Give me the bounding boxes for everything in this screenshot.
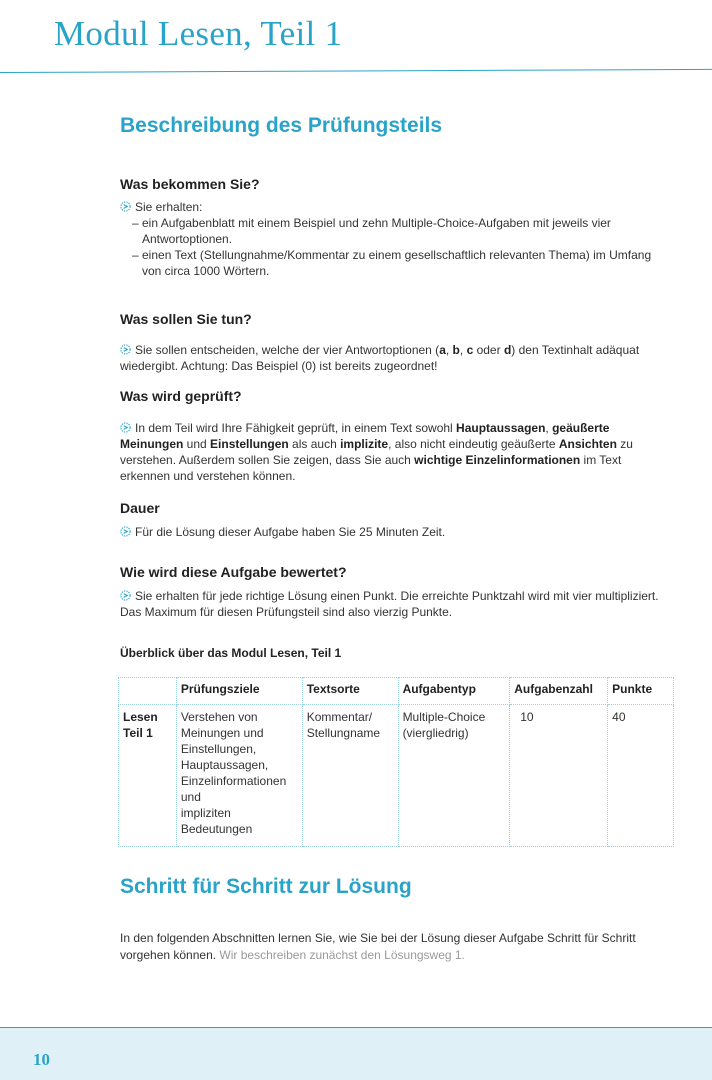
table-cell-label	[119, 705, 177, 847]
keyword: wichtige Einzelinformationen	[414, 453, 581, 467]
overview-table	[118, 677, 674, 847]
heading-bewertung: Wie wird diese Aufgabe bewertet?	[120, 564, 347, 580]
paragraph-text: In den folgenden Abschnitten lernen Sie, wie Sie bei der Lösung dieser Aufgabe Schritt für Schritt vorgehen können.	[120, 931, 636, 962]
column-header: Aufgabenzahl	[510, 678, 608, 705]
bullet-text: Sie erhalten für jede richtige Lösung einen Punkt. Die erreichte Punktzahl wird mit vier multipliziert. Das Maximum für diesen Prüfungsteil sind also vierzig Punkte.	[120, 589, 659, 619]
text-run: ,	[545, 421, 553, 435]
text-run: im Text erkennen und verstehen können.	[120, 453, 622, 483]
cell-line: Verstehen von	[180, 710, 258, 724]
header-divider	[0, 69, 712, 73]
column-header: Textsorte	[302, 678, 398, 705]
keyword: Ansichten	[558, 437, 617, 451]
heading-was-gepruft: Was wird geprüft?	[120, 388, 242, 404]
bullet-text: Für die Lösung dieser Aufgabe haben Sie 25 Minuten Zeit.	[135, 525, 446, 539]
footer-band	[0, 1028, 712, 1080]
list-item: – einen Text (Stellungnahme/Kommentar zu einem gesellschaftlich relevanten Thema) im Umfang von circa 1000 Wörtern.	[132, 248, 652, 278]
cell-line: Kommentar/	[306, 710, 373, 724]
table-row	[119, 705, 674, 847]
option-b: b	[452, 343, 460, 357]
dotted-circle-arrow-icon	[120, 201, 131, 212]
page-number: 10	[33, 1050, 50, 1069]
cell-line: Bedeutungen	[180, 822, 253, 836]
column-header: Aufgabentyp	[398, 678, 510, 705]
cell-line: Einzelinformationen	[180, 774, 287, 788]
table-cell-punkte	[608, 705, 674, 847]
text-run: ) den Textinhalt adäquat wiedergibt. Achtung: Das Beispiel (0) ist bereits zugeordnet!	[120, 343, 640, 373]
dotted-circle-arrow-icon	[120, 422, 131, 433]
list-item: – ein Aufgabenblatt mit einem Beispiel und zehn Multiple-Choice-Aufgaben mit jeweils vier Antwortoptionen.	[132, 216, 611, 246]
bullet-was-sollen	[120, 342, 665, 374]
faded-text: Wir beschreiben zunächst den Lösungsweg 1.	[216, 948, 465, 962]
cell-line: Stellungname	[306, 726, 381, 740]
text-run: ,	[459, 343, 467, 357]
text-run: als auch	[288, 437, 341, 451]
dotted-circle-arrow-icon	[120, 344, 131, 355]
cell-line: Teil 1	[123, 726, 153, 740]
section-title-schritt: Schritt für Schritt zur Lösung	[120, 875, 412, 898]
text-run: Sie sollen entscheiden, welche der vier Antwortoptionen (	[135, 343, 440, 357]
page-title: Modul Lesen, Teil 1	[54, 14, 343, 53]
option-c: c	[466, 343, 474, 357]
cell-line: Einstellungen,	[180, 742, 257, 756]
cell-line: Meinungen und	[180, 726, 264, 740]
heading-dauer: Dauer	[120, 500, 160, 516]
bullet-dauer	[120, 524, 665, 540]
text-run: und	[183, 437, 211, 451]
cell-line: und	[180, 790, 201, 804]
keyword: implizite	[340, 437, 389, 451]
cell-line: (viergliedrig)	[402, 726, 469, 740]
option-a: a	[439, 343, 446, 357]
text-run: oder	[473, 343, 504, 357]
keyword: Hauptaussagen	[456, 421, 546, 435]
section2-paragraph	[120, 930, 670, 964]
column-header: Punkte	[608, 678, 674, 705]
keyword: Einstellungen	[210, 437, 289, 451]
cell-line: impliziten	[180, 806, 231, 820]
text-run: In dem Teil wird Ihre Fähigkeit geprüft, in einem Text sowohl	[135, 421, 457, 435]
table-cell-textsorte	[302, 705, 398, 847]
table-header-row	[119, 678, 674, 705]
overview-heading: Überblick über das Modul Lesen, Teil 1	[120, 646, 342, 660]
cell-line: 40	[612, 710, 626, 724]
bullet-text: Sie erhalten:	[135, 200, 203, 214]
bullet-bewertung	[120, 588, 665, 620]
heading-was-bekommen: Was bekommen Sie?	[120, 176, 260, 192]
bullet-was-bekommen	[120, 199, 665, 279]
heading-was-sollen: Was sollen Sie tun?	[120, 311, 252, 327]
keyword: geäußerte Meinungen	[120, 421, 610, 451]
table-cell-aufgabenzahl	[510, 705, 608, 847]
dotted-circle-arrow-icon	[120, 526, 131, 537]
column-header: Prüfungsziele	[176, 678, 302, 705]
cell-line: Multiple-Choice	[402, 710, 486, 724]
cell-line: Hauptaussagen,	[180, 758, 269, 772]
cell-line: 10	[520, 710, 534, 724]
dotted-circle-arrow-icon	[120, 590, 131, 601]
table-cell-aufgabentyp	[398, 705, 510, 847]
cell-line: Lesen	[123, 710, 158, 724]
text-run: zu verstehen. Außerdem sollen Sie zeigen, dass Sie auch	[120, 437, 633, 467]
bullet-was-gepruft	[120, 420, 665, 484]
option-d: d	[503, 343, 512, 357]
section-title-beschreibung: Beschreibung des Prüfungsteils	[120, 114, 443, 137]
text-run: , also nicht eindeutig geäußerte	[388, 437, 559, 451]
table-cell-ziele	[176, 705, 302, 847]
column-header	[119, 678, 177, 705]
text-run: ,	[445, 343, 453, 357]
